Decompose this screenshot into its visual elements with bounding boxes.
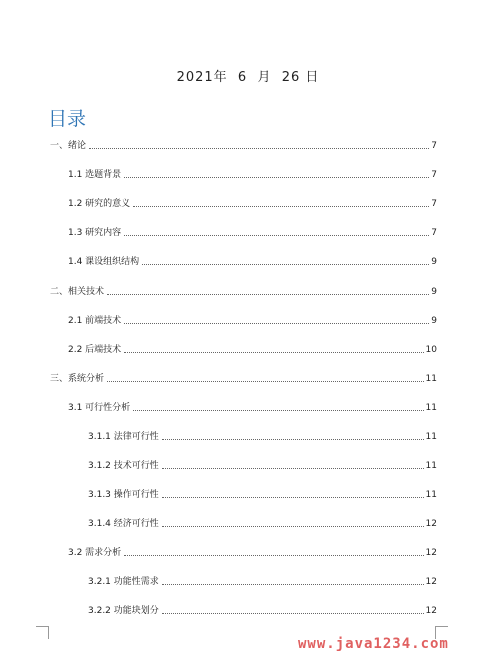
toc-entry[interactable]	[68, 545, 437, 559]
toc-entry-page: 12	[425, 548, 437, 558]
toc-dot-leader	[162, 468, 424, 469]
toc-entry-page: 11	[425, 432, 437, 442]
toc-dot-leader	[124, 352, 423, 353]
toc-entry-page: 12	[425, 606, 437, 616]
toc-dot-leader	[133, 206, 429, 207]
toc-entry-label: 1.3 研究内容	[68, 228, 122, 238]
toc-entry[interactable]	[88, 603, 437, 617]
toc-entry-page: 7	[431, 170, 437, 180]
toc-entry[interactable]	[88, 516, 437, 530]
toc-dot-leader	[89, 148, 429, 149]
toc-entry-label: 1.4 课设组织结构	[68, 257, 140, 267]
toc-dot-leader	[142, 264, 429, 265]
toc-entry-page: 9	[431, 257, 437, 267]
toc-dot-leader	[124, 323, 429, 324]
toc-entry-label: 3.2 需求分析	[68, 548, 122, 558]
toc-entry[interactable]	[68, 196, 437, 210]
toc-entry-page: 11	[425, 461, 437, 471]
toc-entry[interactable]	[68, 167, 437, 181]
toc-entry-label: 3.2.1 功能性需求	[88, 577, 159, 587]
toc-title: 目录	[48, 108, 87, 130]
page-corner-mark-left	[36, 626, 49, 639]
toc-entry-label: 三、系统分析	[50, 374, 105, 384]
toc-entry-page: 7	[431, 228, 437, 238]
toc-entry[interactable]	[88, 574, 437, 588]
site-watermark: www.java1234.com	[298, 636, 449, 652]
toc-dot-leader	[124, 555, 423, 556]
toc-entry-label: 3.1.1 法律可行性	[88, 432, 159, 442]
toc-entry-page: 7	[431, 141, 437, 151]
toc-entry[interactable]	[88, 487, 437, 501]
toc-entry-page: 10	[425, 345, 437, 355]
toc-dot-leader	[124, 235, 429, 236]
toc-entry[interactable]	[88, 429, 437, 443]
document-date: 2021年 6 月 26 日	[176, 70, 320, 85]
toc-dot-leader	[124, 177, 429, 178]
toc-entry-label: 3.1.3 操作可行性	[88, 490, 159, 500]
toc-entry-label: 一、绪论	[50, 141, 87, 151]
toc-entry-page: 11	[425, 374, 437, 384]
toc-dot-leader	[162, 497, 424, 498]
toc-entry-page: 7	[431, 199, 437, 209]
toc-entry[interactable]	[50, 371, 437, 385]
toc-entry-page: 11	[425, 403, 437, 413]
toc-entry-label: 1.1 选题背景	[68, 170, 122, 180]
toc-entry[interactable]	[88, 458, 437, 472]
toc-dot-leader	[133, 410, 423, 411]
toc-entry-label: 3.1 可行性分析	[68, 403, 131, 413]
toc-dot-leader	[107, 294, 429, 295]
toc-entry-label: 2.2 后端技术	[68, 345, 122, 355]
toc-entry-label: 二、相关技术	[50, 287, 105, 297]
toc-entry-page: 12	[425, 577, 437, 587]
toc-entry-label: 1.2 研究的意义	[68, 199, 131, 209]
toc-dot-leader	[162, 439, 424, 440]
toc-entry[interactable]	[68, 254, 437, 268]
toc-entry-page: 11	[425, 490, 437, 500]
toc-entry[interactable]	[68, 400, 437, 414]
toc-entry[interactable]	[50, 284, 437, 298]
toc-dot-leader	[107, 381, 424, 382]
toc-dot-leader	[162, 584, 424, 585]
toc-entry-page: 12	[425, 519, 437, 529]
toc-entry[interactable]	[68, 313, 437, 327]
toc-entry-label: 3.1.2 技术可行性	[88, 461, 159, 471]
toc-entry-label: 3.1.4 经济可行性	[88, 519, 159, 529]
toc-entry-label: 3.2.2 功能块划分	[88, 606, 159, 616]
toc-entry-page: 9	[431, 316, 437, 326]
toc-dot-leader	[162, 526, 424, 527]
toc-entry[interactable]	[68, 225, 437, 239]
toc-entry[interactable]	[68, 342, 437, 356]
toc-entry-label: 2.1 前端技术	[68, 316, 122, 326]
toc-entry[interactable]	[50, 138, 437, 152]
toc-entry-page: 9	[431, 287, 437, 297]
toc-dot-leader	[162, 613, 424, 614]
